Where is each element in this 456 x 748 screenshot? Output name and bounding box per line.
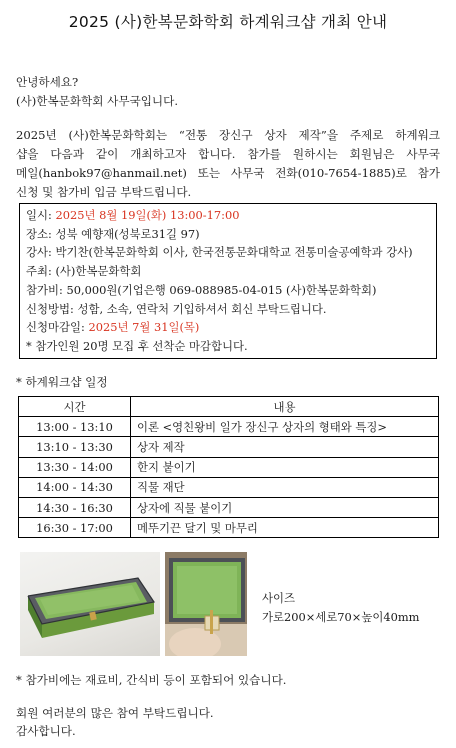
- intro-line: 2025년 (사)한복문화학회는 “전통 장신구 상자 제작”을 주제로 하계워크: [16, 128, 440, 142]
- row-time: 13:30 - 14:00: [19, 457, 131, 477]
- row-time: 13:00 - 13:10: [19, 417, 131, 437]
- greeting: [16, 73, 440, 111]
- row-content: 상자 제작: [131, 437, 439, 457]
- row-content: 메뚜기끈 달기 및 마무리: [131, 518, 439, 538]
- info-deadline: [26, 318, 436, 337]
- info-deadline-label: 신청마감일:: [26, 320, 89, 335]
- row-content: 한지 붙이기: [131, 457, 439, 477]
- table-row: [19, 497, 439, 517]
- intro-line: 샵을 다음과 같이 개최하고자 합니다. 참가를 원하시는 회원님은 사무국: [16, 147, 440, 161]
- row-time: 16:30 - 17:00: [19, 518, 131, 538]
- schedule-title: * 하계워크샵 일정: [16, 375, 108, 389]
- info-date: [26, 206, 436, 225]
- fee-note: * 참가비에는 재료비, 간식비 등이 포함되어 있습니다.: [16, 673, 287, 687]
- size-dimensions: 가로200×세로70×높이40mm: [262, 610, 420, 624]
- info-date-value: 2025년 8월 19일(화) 13:00-17:00: [55, 208, 240, 222]
- greeting-line: (사)한복문화학회 사무국입니다.: [16, 94, 179, 108]
- intro-line: 신청 및 참가비 입금 부탁드립니다.: [16, 185, 192, 199]
- size-label: 사이즈: [262, 591, 296, 605]
- row-content: 이론 <영친왕비 일가 장신구 상자의 형태와 특징>: [131, 417, 439, 437]
- intro-line: 메일(hanbok97@hanmail.net) 또는 사무국 전화(010-7654-1885)로 참가: [16, 166, 440, 180]
- info-note: * 참가인원 20명 모집 후 선착순 마감합니다.: [26, 338, 248, 353]
- table-row: [19, 477, 439, 497]
- schedule-header-time: 시간: [19, 397, 131, 417]
- table-row: [19, 417, 439, 437]
- box-photo-closed: [20, 552, 160, 656]
- info-host: 주최: (사)한복문화학회: [26, 264, 142, 279]
- box-photo-open: [165, 552, 247, 656]
- schedule-header-content: 내용: [131, 397, 439, 417]
- intro-paragraph: [16, 126, 440, 202]
- row-content: 직물 재단: [131, 477, 439, 497]
- table-row: [19, 457, 439, 477]
- page-title: 2025 (사)한복문화학회 하계워크샵 개최 안내: [68, 13, 388, 31]
- info-place: 장소: 성북 예향재(성북로31길 97): [26, 226, 200, 241]
- closing-line: 회원 여러분의 많은 참여 부탁드립니다.: [16, 706, 214, 720]
- event-info-box: [19, 203, 437, 359]
- schedule-table: [18, 396, 439, 538]
- row-time: 14:00 - 14:30: [19, 477, 131, 497]
- row-content: 상자에 직물 붙이기: [131, 497, 439, 517]
- box-closed-illustration: [20, 552, 160, 656]
- greeting-line: 안녕하세요?: [16, 75, 79, 89]
- table-row: [19, 518, 439, 538]
- closing-thanks: 감사합니다.: [16, 724, 76, 738]
- box-open-illustration: [165, 552, 247, 656]
- row-time: 13:10 - 13:30: [19, 437, 131, 457]
- schedule-header-row: [19, 397, 439, 417]
- table-row: [19, 437, 439, 457]
- info-instructor: 강사: 박기찬(한복문화학회 이사, 한국전통문화대학교 전통미술공예학과 강사): [26, 245, 413, 260]
- info-fee: 참가비: 50,000원(기업은행 069-088985-04-015 (사)한복문화학회): [26, 282, 377, 297]
- info-date-label: 일시:: [26, 208, 56, 222]
- info-method: 신청방법: 성함, 소속, 연락처 기입하셔서 회신 부탁드립니다.: [26, 301, 327, 316]
- info-deadline-value: 2025년 7월 31일(목): [88, 320, 200, 335]
- row-time: 14:30 - 16:30: [19, 497, 131, 517]
